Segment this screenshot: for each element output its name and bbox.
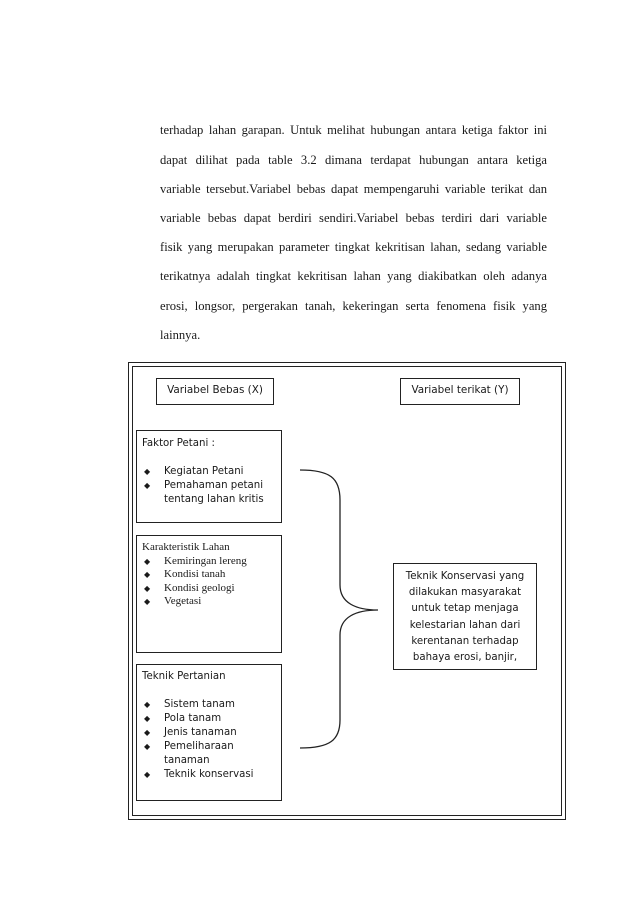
diamond-bullet-icon: ◆ — [144, 583, 151, 593]
paragraph-line: variable tersebut.Variabel bebas dapat mempengaruhi variable terikat dan — [160, 182, 547, 196]
result-line: kelestarian lahan dari — [409, 619, 521, 631]
diamond-bullet-icon: ◆ — [144, 742, 151, 751]
paragraph-line: fisik yang merupakan parameter tingkat kekritisan lahan, sedang variable — [160, 240, 547, 254]
paragraph-line: terikatnya adalah tingkat kekritisan lahan yang diakibatkan oleh adanya — [160, 269, 547, 283]
list-item: ◆ Kegiatan Petani — [144, 466, 244, 477]
paragraph-line: terhadap lahan garapan. Untuk melihat hubungan antara ketiga faktor ini — [160, 123, 547, 137]
result-line: untuk tetap menjaga — [411, 603, 519, 615]
faktor-petani-title: Faktor Petani : — [142, 438, 215, 449]
paragraph-line: variable bebas dapat berdiri sendiri.Variabel bebas terdiri dari variable — [160, 211, 547, 225]
diamond-bullet-icon: ◆ — [144, 700, 151, 709]
header-variabel-bebas-label: Variabel Bebas (X) — [167, 384, 263, 396]
paragraph-line: lainnya. — [160, 328, 201, 342]
diamond-bullet-icon: ◆ — [144, 556, 151, 566]
list-item: ◆ Pola tanam — [144, 713, 222, 724]
result-line: dilakukan masyarakat — [408, 587, 522, 599]
diamond-bullet-icon: ◆ — [144, 597, 151, 607]
diamond-bullet-icon: ◆ — [144, 570, 151, 580]
result-line: bahaya erosi, banjir, — [412, 652, 518, 664]
result-line: Teknik Konservasi yang — [405, 571, 525, 582]
karakteristik-lahan-title: Karakteristik Lahan — [142, 541, 230, 553]
list-item: ◆ Pemeliharaan — [144, 741, 234, 752]
diamond-bullet-icon: ◆ — [144, 770, 151, 779]
diamond-bullet-icon: ◆ — [144, 481, 151, 490]
list-item-continuation: tentang lahan kritis — [164, 494, 264, 505]
diamond-bullet-icon: ◆ — [144, 714, 151, 723]
header-variabel-terikat-label: Variabel terikat (Y) — [411, 384, 509, 396]
list-item: ◆ Kondisi geologi — [144, 581, 235, 594]
result-line: kerentanan terhadap — [411, 635, 519, 647]
list-item: ◆ Vegetasi — [144, 595, 202, 608]
list-item: ◆ Sistem tanam — [144, 699, 235, 710]
list-item: ◆ Jenis tanaman — [144, 727, 237, 738]
paragraph-line: erosi, longsor, pergerakan tanah, kekeringan serta fenomena fisik yang — [160, 299, 547, 313]
list-item: ◆ Teknik konservasi — [144, 769, 254, 780]
diamond-bullet-icon: ◆ — [144, 728, 151, 737]
list-item: ◆ Kemiringan lereng — [144, 554, 247, 567]
diamond-bullet-icon: ◆ — [144, 467, 151, 476]
paragraph-line: dapat dilihat pada table 3.2 dimana terdapat hubungan antara ketiga — [160, 153, 547, 167]
list-item: ◆ Pemahaman petani — [144, 480, 264, 491]
teknik-pertanian-title: Teknik Pertanian — [142, 671, 226, 682]
list-item: ◆ Kondisi tanah — [144, 568, 226, 581]
list-item-continuation: tanaman — [164, 755, 210, 766]
